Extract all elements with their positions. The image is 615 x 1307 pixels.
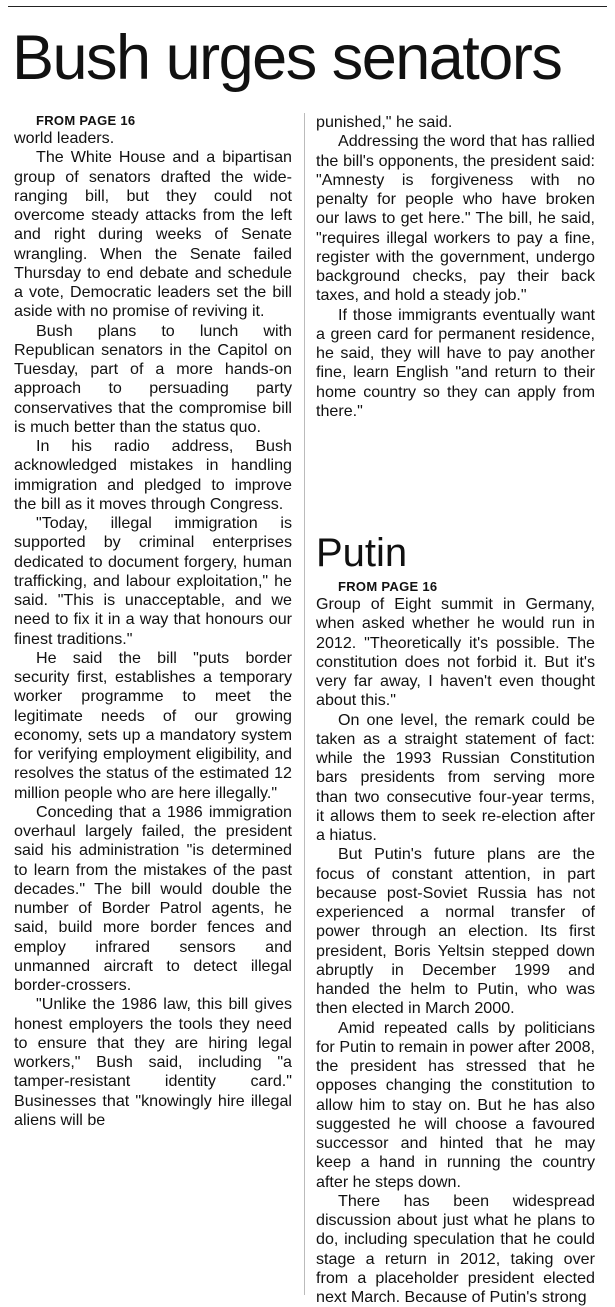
bush-column-left	[14, 113, 292, 1130]
paragraph: If those immigrants eventually want a green card for permanent residence, he said, they will have to pay another fine, learn English "and return to their home country so they can apply from there."	[316, 305, 595, 420]
paragraph: But Putin's future plans are the focus of constant attention, in part because post-Soviet Russia has not experienced a normal transfer of power through an election. Its first president, Boris Yeltsin stepped down abruptly in December 1999 and handed the helm to Putin, who was then elected in March 2000.	[316, 845, 595, 1018]
headline-bush: Bush urges senators	[12, 23, 562, 93]
paragraph: world leaders.	[14, 129, 115, 147]
headline-putin: Putin	[316, 531, 408, 575]
paragraph: Bush plans to lunch with Republican senators in the Capitol on Tuesday, part of a more hands-on approach to persuading party conservatives that the compromise bill is much better than the status quo.	[14, 321, 292, 436]
column-divider	[304, 113, 305, 1295]
paragraph: In his radio address, Bush acknowledged mistakes in handling immigration and pledged to improve the bill as it moves through Congress.	[14, 437, 292, 513]
bush-column-right	[316, 113, 595, 421]
putin-article	[316, 579, 595, 1307]
paragraph: Addressing the word that has rallied the bill's opponents, the president said: "Amnesty is forgiveness with no penalty for people who have broken our laws to get here." The bill, he said, "requires illegal workers to pay a fine, register with the government, undergo background checks, pay their back taxes, and hold a steady job."	[316, 132, 595, 305]
kicker-putin: FROM PAGE 16	[338, 579, 438, 594]
kicker-bush: FROM PAGE 16	[36, 113, 136, 128]
paragraph: The White House and a bipartisan group of senators drafted the wide-ranging bill, but they could not overcome steady attacks from the left and right during weeks of Senate wrangling. When the Senate failed Thursday to end debate and schedule a vote, Democratic leaders set the bill aside with no promise of reviving it.	[14, 148, 292, 321]
paragraph: punished," he said.	[316, 113, 453, 131]
paragraph: Amid repeated calls by politicians for Putin to remain in power after 2008, the president has stressed that he opposes changing the constitution to allow him to stay on. But he has also suggested he will choose a favoured successor and hinted that he may keep a hand in running the country after he steps down.	[316, 1018, 595, 1191]
paragraph: On one level, the remark could be taken as a straight statement of fact: while the 1993 Russian Constitution bars presidents from serving more than two consecutive four-year terms, it allows them to seek re-election after a hiatus.	[316, 710, 595, 844]
top-rule	[8, 6, 607, 7]
paragraph: There has been widespread discussion about just what he plans to do, including speculation that he could stage a return in 2012, taking over from a placeholder president elected next March. Because of Putin's strong	[316, 1191, 595, 1306]
paragraph: Conceding that a 1986 immigration overhaul largely failed, the president said his administration "is determined to learn from the mistakes of the past decades." The bill would double the number of Border Patrol agents, he said, build more border fences and employ infrared sensors and unmanned aircraft to detect illegal border-crossers.	[14, 802, 292, 994]
paragraph: He said the bill "puts border security first, establishes a temporary worker programme to meet the legitimate needs of our growing economy, sets up a mandatory system for verifying employment eligibility, and resolves the status of the estimated 12 million people who are here illegally."	[14, 648, 292, 802]
paragraph: "Today, illegal immigration is supported by criminal enterprises dedicated to document forgery, human trafficking, and labour exploitation," he said. "This is unacceptable, and we need to fix it in a way that honours our finest traditions."	[14, 514, 292, 648]
paragraph: "Unlike the 1986 law, this bill gives honest employers the tools they need to ensure that they are hiring legal workers," Bush said, including "a tamper-resistant identity card." Businesses that "knowingly hire illegal aliens will be	[14, 995, 292, 1129]
paragraph: Group of Eight summit in Germany, when asked whether he would run in 2012. "Theoretically it's possible. The constitution does not forbid it. But it's very far away, I haven't even thought about this."	[316, 595, 595, 710]
